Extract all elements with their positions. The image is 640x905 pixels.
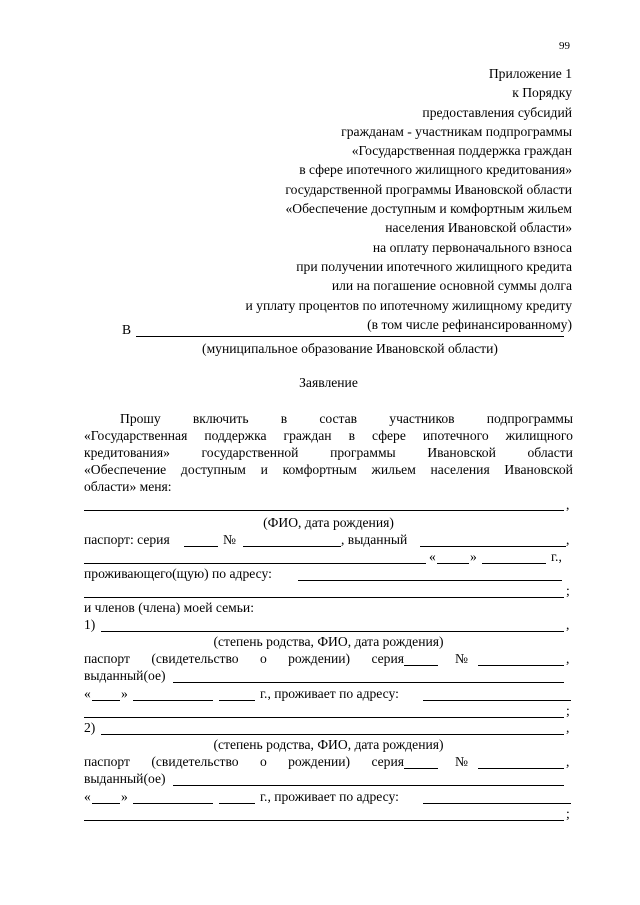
intro-word: состав — [319, 411, 358, 426]
member-1-issued-label: выданный(ое) — [84, 668, 166, 683]
member-1-passport-label — [84, 651, 404, 667]
issue-day-field[interactable] — [437, 563, 469, 564]
passport-word: о — [259, 651, 267, 666]
member-number: 2) — [84, 720, 96, 735]
header-line: «Государственная поддержка граждан — [351, 143, 572, 159]
member-1-address-field-2[interactable] — [84, 717, 564, 718]
intro-word: населения — [430, 462, 490, 477]
intro-word: и — [260, 462, 268, 477]
member-2-passport-label — [84, 754, 404, 770]
intro-word: жильем — [371, 462, 416, 477]
member-1-caption: (степень родства, ФИО, дата рождения) — [213, 634, 444, 649]
header-line: к Порядку — [512, 85, 572, 101]
intro-word: сфере — [372, 428, 406, 443]
header-line: на оплату первоначального взноса — [372, 239, 572, 255]
intro-word: программы — [330, 445, 396, 460]
comma: , — [566, 651, 570, 666]
intro-line — [84, 427, 573, 444]
intro-word: Прошу — [120, 411, 161, 426]
quote-close: » — [121, 686, 128, 701]
intro-word: Ивановской — [427, 445, 496, 460]
passport-word: о — [259, 754, 267, 769]
number-sign: № — [455, 651, 468, 666]
passport-word: (свидетельство — [151, 754, 239, 769]
member-number: 1) — [84, 617, 96, 632]
member-1-series-field[interactable] — [404, 665, 438, 666]
member-2-address-field[interactable] — [423, 803, 571, 804]
intro-word: государственной — [201, 445, 299, 460]
quote-open: « — [84, 686, 91, 701]
member-1-year-field[interactable] — [219, 700, 255, 701]
passport-word: серия — [371, 754, 404, 769]
intro-word: в — [348, 428, 355, 443]
comma: , — [566, 532, 570, 547]
applicant-fio-field[interactable] — [84, 510, 564, 511]
passport-issuer-field-2[interactable] — [84, 563, 426, 564]
intro-word: комфортным — [282, 462, 357, 477]
intro-line — [84, 461, 573, 478]
municipality-field[interactable] — [136, 336, 564, 337]
intro-word: кредитования» — [84, 445, 170, 460]
header-line: и уплату процентов по ипотечному жилищному кредиту — [245, 297, 572, 313]
intro-word: участников — [389, 411, 455, 426]
member-2-series-field[interactable] — [404, 768, 438, 769]
intro-word: Ивановской — [504, 462, 573, 477]
header-line: гражданам - участникам подпрограммы — [341, 123, 572, 139]
family-label: и членов (члена) моей семьи: — [84, 600, 254, 615]
member-1-month-field[interactable] — [133, 700, 213, 701]
intro-line: области» меня: — [84, 479, 172, 494]
member-2-year-field[interactable] — [219, 803, 255, 804]
residence-address-field-2[interactable] — [84, 597, 564, 598]
header-line: (в том числе рефинансированному) — [367, 316, 572, 332]
intro-word: области — [527, 445, 573, 460]
passport-word: паспорт — [84, 754, 130, 769]
intro-line — [84, 444, 573, 461]
semicolon: ; — [566, 583, 570, 598]
member-2-caption: (степень родства, ФИО, дата рождения) — [213, 737, 444, 752]
intro-word: «Государственная — [84, 428, 188, 443]
intro-word: ипотечного — [422, 428, 489, 443]
number-sign: № — [455, 754, 468, 769]
header-line: в сфере ипотечного жилищного кредитования» — [299, 162, 572, 178]
member-2-issuer-field[interactable] — [173, 785, 564, 786]
member-2-number-field[interactable] — [478, 768, 564, 769]
header-line: предоставления субсидий — [422, 104, 572, 120]
header-line: населения Ивановской области» — [385, 220, 572, 236]
quote-close: » — [121, 789, 128, 804]
address-prefix: В — [122, 322, 132, 337]
member-1-day-field[interactable] — [92, 700, 120, 701]
comma: , — [566, 617, 570, 632]
document-title: Заявление — [299, 375, 358, 390]
number-sign: № — [223, 532, 236, 547]
issued-label: , выданный — [341, 532, 408, 547]
quote-open: « — [84, 789, 91, 804]
semicolon: ; — [566, 703, 570, 718]
intro-word: включить — [192, 411, 249, 426]
applicant-caption: (ФИО, дата рождения) — [263, 515, 394, 530]
intro-paragraph — [84, 410, 573, 495]
member-1-issuer-field[interactable] — [173, 682, 564, 683]
passport-word: рождении) — [288, 651, 351, 666]
year-suffix: г., — [551, 549, 562, 564]
appendix-header — [245, 64, 572, 334]
member-2-month-field[interactable] — [133, 803, 213, 804]
residence-address-field[interactable] — [298, 580, 562, 581]
passport-issuer-field[interactable] — [420, 546, 566, 547]
comma: , — [566, 754, 570, 769]
intro-word: жилищного — [505, 428, 573, 443]
passport-number-field[interactable] — [243, 546, 341, 547]
residing-label: проживающего(щую) по адресу: — [84, 566, 272, 581]
passport-word: серия — [371, 651, 404, 666]
intro-word: доступным — [180, 462, 246, 477]
intro-line — [84, 410, 573, 427]
header-line: Приложение 1 — [488, 66, 572, 81]
intro-word: граждан — [283, 428, 332, 443]
comma: , — [566, 720, 570, 735]
passport-label: паспорт: серия — [84, 532, 170, 547]
header-line: государственной программы Ивановской области — [285, 181, 572, 197]
municipality-caption: (муниципальное образование Ивановской области) — [202, 341, 498, 356]
semicolon: ; — [566, 806, 570, 821]
quote-open: « — [429, 549, 436, 564]
member-1-year-address: г., проживает по адресу: — [260, 686, 399, 701]
member-1-number-field[interactable] — [478, 665, 564, 666]
passport-word: паспорт — [84, 651, 130, 666]
header-line: или на погашение основной суммы долга — [331, 278, 572, 294]
issue-month-field[interactable] — [482, 563, 546, 564]
intro-word: в — [280, 411, 288, 426]
passport-word: (свидетельство — [151, 651, 239, 666]
member-2-issued-label: выданный(ое) — [84, 771, 166, 786]
member-2-address-field-2[interactable] — [84, 820, 564, 821]
passport-series-field[interactable] — [184, 546, 218, 547]
intro-word: поддержка — [204, 428, 267, 443]
member-2-day-field[interactable] — [92, 803, 120, 804]
intro-word: «Обеспечение — [84, 462, 167, 477]
page-number: 99 — [559, 40, 570, 52]
member-1-fio-field[interactable] — [101, 631, 564, 632]
passport-word: рождении) — [288, 754, 351, 769]
member-2-year-address: г., проживает по адресу: — [260, 789, 399, 804]
quote-close: » — [470, 549, 477, 564]
member-2-fio-field[interactable] — [101, 734, 564, 735]
header-line: при получении ипотечного жилищного кредита — [296, 258, 572, 274]
intro-word: подпрограммы — [486, 411, 573, 426]
member-1-address-field[interactable] — [423, 700, 571, 701]
header-line: «Обеспечение доступным и комфортным жильем — [285, 201, 572, 217]
comma: , — [566, 497, 570, 512]
